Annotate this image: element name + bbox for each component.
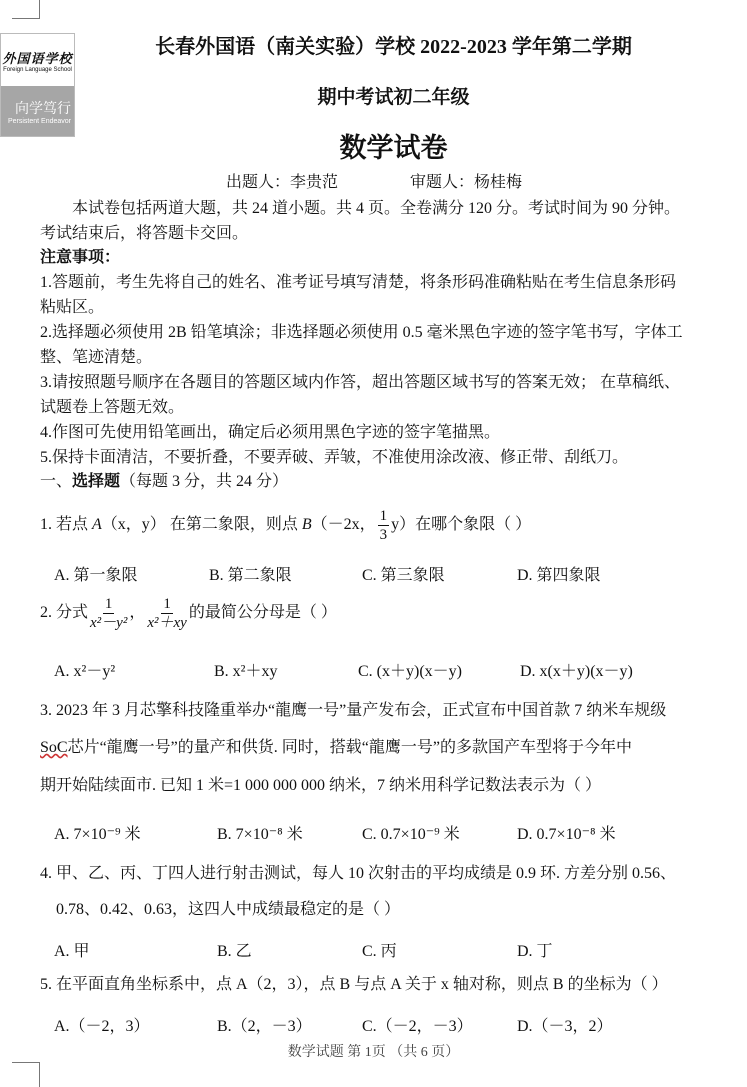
numerator: 1 bbox=[379, 507, 388, 524]
option-c[interactable]: C. 第三象限 bbox=[362, 567, 445, 584]
notes-title: 注意事项： bbox=[40, 249, 121, 266]
numerator: 1 bbox=[104, 595, 113, 612]
option-d[interactable]: D. 第四象限 bbox=[517, 567, 601, 584]
logo-motto: 向学笃行 bbox=[15, 99, 71, 116]
question-3-line: 期开始陆续面市. 已知 1 米=1 000 000 000 纳米，7 纳米用科学记数法表示为（ ） bbox=[40, 777, 602, 794]
option-c[interactable]: C. (x＋y)(x－y) bbox=[358, 663, 462, 680]
q-text: 芯片“龍鹰一号”的量产和供货. 同时，搭载“龍鹰一号”的多款国产车型将于今年中 bbox=[67, 739, 632, 756]
fraction bbox=[90, 595, 127, 632]
question-4-line: 0.78、0.42、0.63，这四人中成绩最稳定的是（ ） bbox=[56, 901, 401, 918]
logo-motto-english: Persistent Endeavor bbox=[7, 117, 71, 125]
note-line: 3.请按照题号顺序在各题目的答题区域内作答，超出答题区域书写的答案无效； 在草稿纸、 bbox=[40, 374, 681, 391]
option-c[interactable]: C. 0.7×10⁻⁹ 米 bbox=[362, 826, 460, 843]
q-text: y）在哪个象限（ ） bbox=[391, 516, 532, 533]
question-5: 5. 在平面直角坐标系中，点 A（2，3），点 B 与点 A 关于 x 轴对称，则点 B 的坐标为（ ） bbox=[40, 976, 668, 993]
crop-mark bbox=[12, 0, 40, 19]
note-line: 4.作图可先使用铅笔画出，确定后必须用黑色字迹的签字笔描黑。 bbox=[40, 424, 501, 441]
q-text: SoC bbox=[40, 739, 68, 756]
note-line: 整、笔迹清楚。 bbox=[40, 349, 153, 366]
option-a[interactable]: A. 7×10⁻⁹ 米 bbox=[54, 826, 141, 843]
title-subject: 数学试卷 bbox=[339, 133, 448, 163]
q-text: 在第二象限，则点 bbox=[169, 516, 298, 533]
section-heading bbox=[40, 472, 288, 492]
option-a[interactable]: A. 第一象限 bbox=[54, 567, 138, 584]
option-a[interactable]: A. 甲 bbox=[54, 943, 90, 960]
var: A bbox=[92, 516, 102, 533]
note-line: 试题卷上答题无效。 bbox=[40, 399, 185, 416]
title-grade: 期中考试初二年级 bbox=[317, 87, 470, 108]
author: 出题人：李贵范 bbox=[226, 174, 339, 191]
option-c[interactable]: C.（－2，－3） bbox=[362, 1018, 473, 1035]
option-d[interactable]: D. 0.7×10⁻⁸ 米 bbox=[517, 826, 616, 843]
option-d[interactable]: D. x(x＋y)(x－y) bbox=[520, 663, 633, 680]
question-3-line: 3. 2023 年 3 月芯擎科技隆重举办“龍鹰一号”量产发布会，正式宣布中国首款 7 纳米车规级 bbox=[40, 702, 667, 719]
section-name: 选择题 bbox=[72, 473, 121, 490]
option-d[interactable]: D.（－3，2） bbox=[517, 1018, 613, 1035]
denominator: x²＋xy bbox=[147, 614, 187, 631]
option-a[interactable]: A. x²－y² bbox=[54, 663, 116, 680]
numerator: 1 bbox=[163, 595, 171, 612]
title-school: 长春外国语（南关实验）学校 2022-2023 学年第二学期 bbox=[155, 36, 632, 58]
option-b[interactable]: B. 第二象限 bbox=[209, 567, 292, 584]
option-d[interactable]: D. 丁 bbox=[517, 943, 553, 960]
note-line: 5.保持卡面清洁，不要折叠，不要弄破、弄皱，不准使用涂改液、修正带、刮纸刀。 bbox=[40, 449, 629, 466]
question-3-line bbox=[40, 738, 632, 758]
q-text: （－2x， bbox=[311, 516, 376, 533]
intro-line: 本试卷包括两道大题，共 24 道小题。共 4 页。全卷满分 120 分。考试时间为 90 分钟。 bbox=[72, 200, 681, 217]
page-footer: 数学试题 第 1页 （共 6 页） bbox=[287, 1045, 460, 1060]
option-b[interactable]: B. 乙 bbox=[217, 943, 252, 960]
denominator: 3 bbox=[379, 526, 388, 543]
option-b[interactable]: B. 7×10⁻⁸ 米 bbox=[217, 826, 303, 843]
denominator: x²－y² bbox=[90, 614, 128, 631]
option-b[interactable]: B.（2，－3） bbox=[217, 1018, 312, 1035]
option-c[interactable]: C. 丙 bbox=[362, 943, 397, 960]
section-number: 一、 bbox=[40, 473, 73, 490]
section-detail: （每题 3 分，共 24 分） bbox=[120, 473, 289, 490]
q-text: 1. 若点 bbox=[40, 516, 89, 533]
fraction bbox=[378, 507, 390, 544]
question-1 bbox=[40, 505, 531, 545]
question-2 bbox=[40, 593, 337, 633]
fraction bbox=[147, 595, 186, 632]
question-4-line: 4. 甲、乙、丙、丁四人进行射击测试，每人 10 次射击的平均成绩是 0.9 环. 方差分别 0.56、 bbox=[40, 865, 677, 882]
option-a[interactable]: A.（－2，3） bbox=[54, 1018, 150, 1035]
q-text: ， bbox=[129, 604, 146, 621]
intro-line: 考试结束后，将答题卡交回。 bbox=[40, 225, 249, 242]
var: B bbox=[301, 516, 312, 533]
logo-english: Foreign Language School bbox=[3, 66, 72, 73]
option-b[interactable]: B. x²＋xy bbox=[214, 663, 278, 680]
q-text: 的最简公分母是（ ） bbox=[188, 604, 337, 621]
q-text: （x，y） bbox=[101, 516, 166, 533]
reviewer: 审题人：杨桂梅 bbox=[410, 174, 523, 191]
note-line: 2.选择题必须使用 2B 铅笔填涂；非选择题必须使用 0.5 毫米黑色字迹的签字笔书写，字体工 bbox=[40, 324, 683, 341]
logo-text: 外国语学校 bbox=[2, 50, 73, 66]
q-text: 2. 分式 bbox=[40, 604, 89, 621]
note-line: 1.答题前，考生先将自己的姓名、准考证号填写清楚，将条形码准确粘贴在考生信息条形码 bbox=[40, 274, 677, 291]
note-line: 粘贴区。 bbox=[40, 299, 105, 316]
crop-mark bbox=[12, 1062, 40, 1087]
